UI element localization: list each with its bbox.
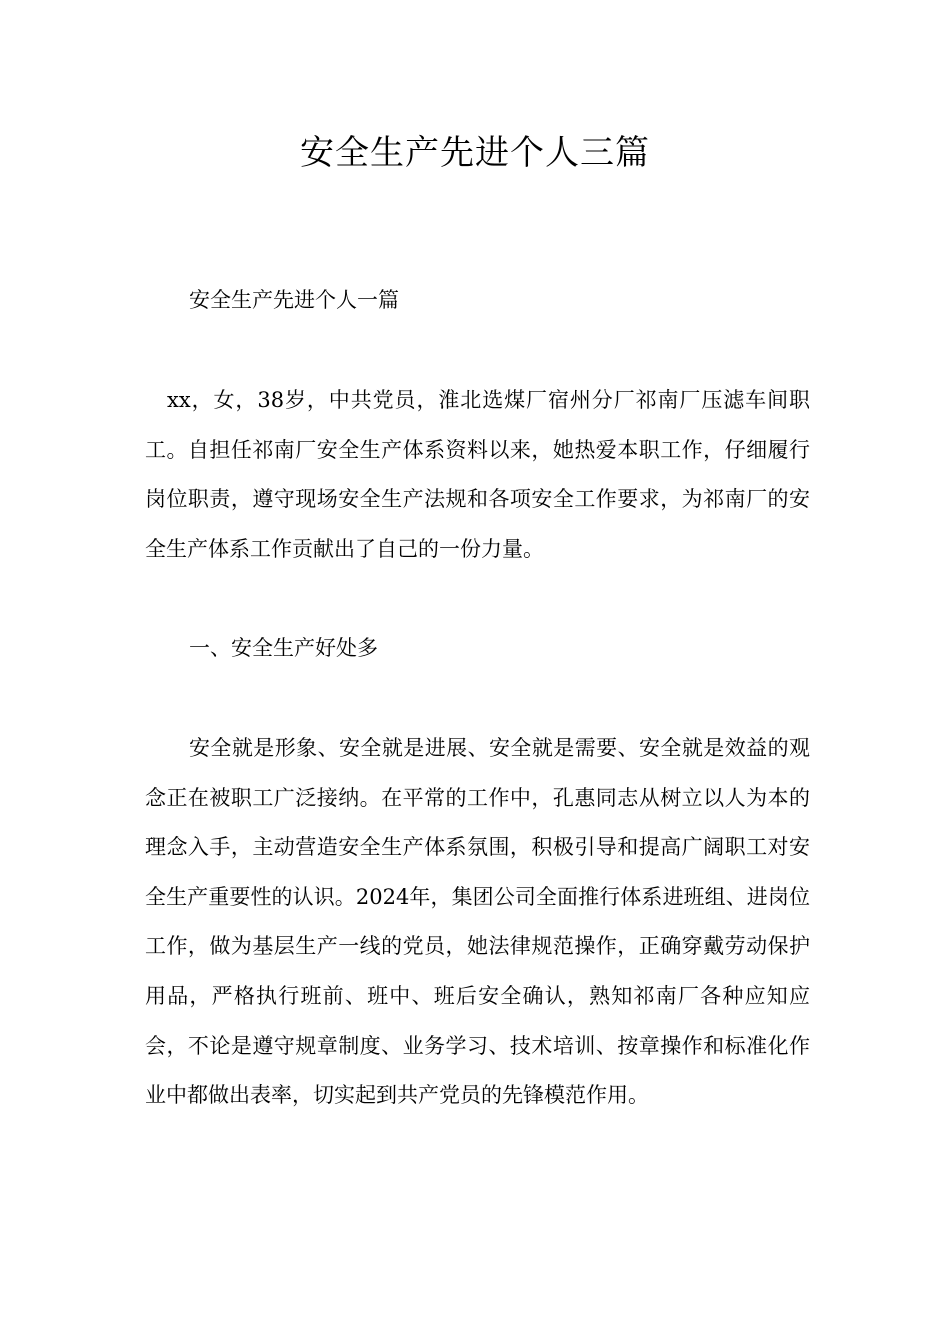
document-title: 安全生产先进个人三篇 bbox=[300, 133, 650, 173]
section-heading-2: 一、安全生产好处多 bbox=[189, 636, 378, 660]
paragraph-2: 安全就是形象、安全就是进展、安全就是需要、安全就是效益的观念正在被职工广泛接纳。在平常的工作中，孔惠同志从树立以人为本的理念入手，主动营造安全生产体系氛围，积极引导和提高广阔职工对安全生产重要性的认识。2024年，集团公司全面推行体系进班组、进岗位工作，做为基层生产一线的党员，她法律规范操作，正确穿戴劳动保护用品，严格执行班前、班中、班后安全确认，熟知祁南厂各种应知应会，不论是遵守规章制度、业务学习、技术培训、按章操作和标准化作业中都做出表率，切实起到共产党员的先锋模范作用。 bbox=[145, 736, 810, 1108]
paragraph-1: xx，女，38岁，中共党员，淮北选煤厂宿州分厂祁南厂压滤车间职工。自担任祁南厂安全生产体系资料以来，她热爱本职工作，仔细履行岗位职责，遵守现场安全生产法规和各项安全工作要求，为祁南厂的安全生产体系工作贡献出了自己的一份力量。 bbox=[145, 388, 810, 561]
section-heading-1: 安全生产先进个人一篇 bbox=[189, 288, 399, 312]
